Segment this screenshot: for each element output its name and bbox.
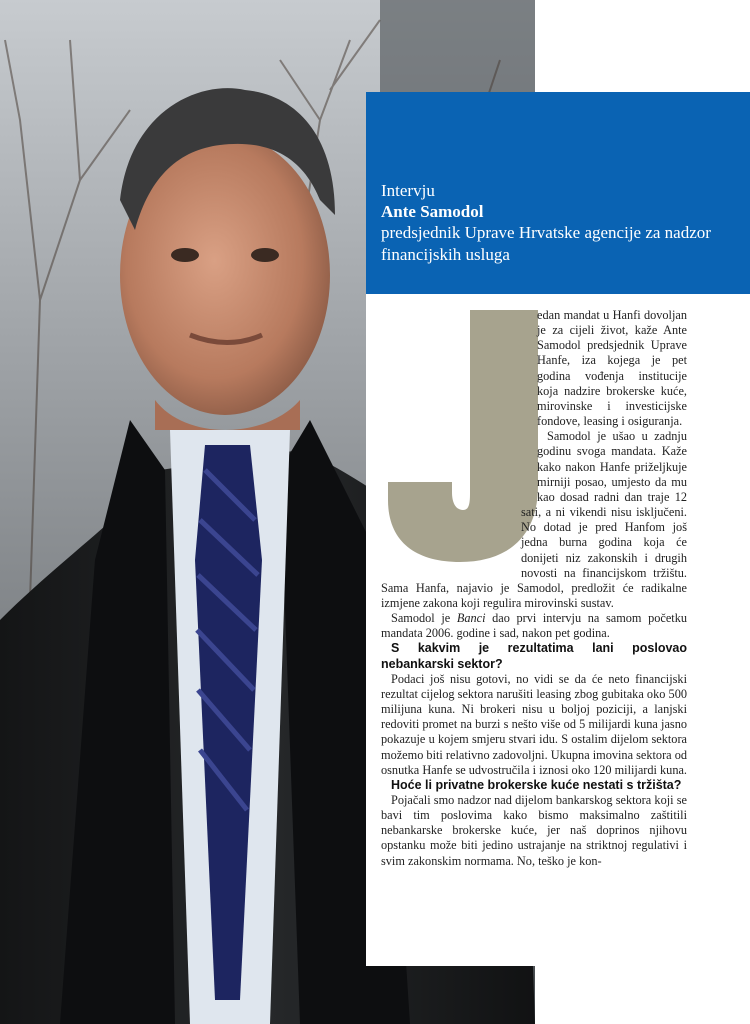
answer-2: Pojačali smo nadzor nad dijelom bankarskog sektora koji se bavi tim poslovima kako bismo maksimalno zaštitili nebankarske brokerske kuće, jer naš doprinos njihovu opstanku može biti jedino ustrajanje na striktnoj regulativi i svim zakonskim normama. No, teško je kon- [381, 793, 687, 868]
paragraph-3: Samodol je Banci dao prvi intervju na samom početku mandata 2006. godine i sad, nakon pet godina. [381, 611, 687, 641]
article-body [366, 294, 750, 966]
interviewee-role: predsjednik Uprave Hrvatske agencije za nadzor financijskih usluga [381, 223, 711, 264]
paragraph-2: Samodol je ušao u zadnju godinu svoga mandata. Kaže kako nakon Hanfe priželjkuje mirniji posao, umjesto da mu kao dosad radni dan traje 12 sati, a ni vikendi nisu isključeni. No dotad je pred Hanfom još jedna burna godina koja će donijeti niz zakonskih i drugih novosti na financijskom tržištu. Sama Hanfa, najavio je Samodol, predložit će radikalne izmjene zakona koji regulira mirovinski sustav. [381, 429, 687, 610]
article-text [381, 308, 687, 869]
question-2: Hoće li privatne brokerske kuće nestati s tržišta? [391, 777, 682, 792]
paragraph-intro: edan mandat u Hanfi dovoljan je za cijeli život, kaže Ante Samodol predsjednik Uprave Hanfe, iza kojega je pet godina vođenja institucije koja nadzire brokerske kuće, mirovinske i investicijske fondove, leasing i osiguranja. [537, 308, 687, 429]
question-1: S kakvim je rezultatima lani poslovao nebankarski sektor? [381, 641, 687, 671]
answer-1: Podaci još nisu gotovi, no vidi se da će neto financijski rezultat cijelog sektora narušiti leasing zbog gubitaka oko 500 milijuna kuna. Ni brokeri nisu u boljoj poziciji, a lanjski redoviti promet na burzi s nešto više od 5 milijardi kuna jasno pokazuje u kojem smjeru stvari idu. S ostalim dijelom sektora možemo biti relativno zadovoljni. Ukupna imovina sektora od osnutka Hanfe se udvostručila i iznosi oko 120 milijardi kuna. [381, 671, 687, 777]
interviewee-name: Ante Samodol [381, 202, 484, 221]
article-header [366, 92, 750, 294]
section-kicker: Intervju [381, 181, 435, 200]
